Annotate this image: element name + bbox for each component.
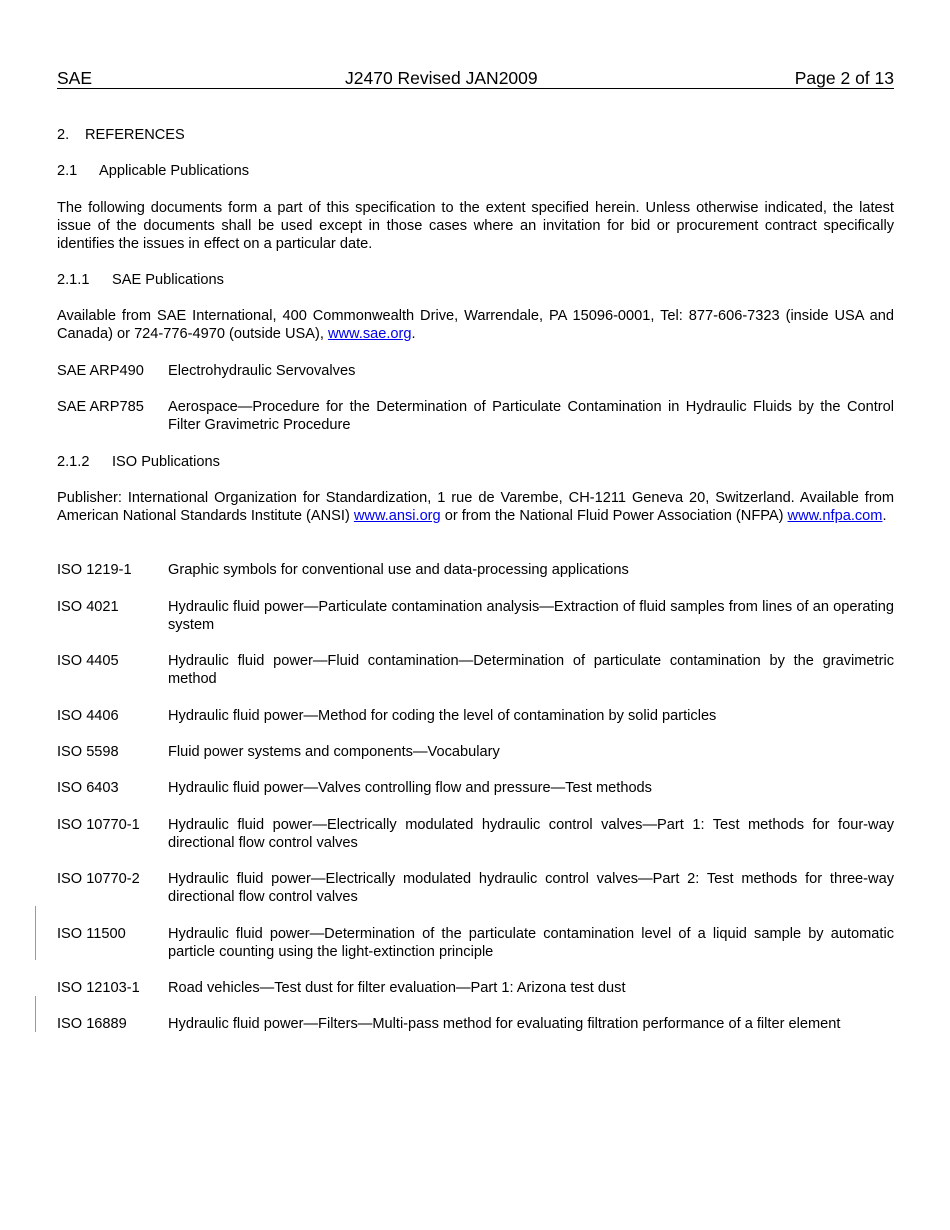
section-title: Applicable Publications bbox=[99, 163, 250, 179]
reference-code: SAE ARP490 bbox=[57, 363, 144, 379]
reference-item bbox=[57, 1015, 894, 1033]
section-title: ISO Publications bbox=[112, 454, 220, 470]
reference-description: Hydraulic fluid power—Method for coding the level of contamination by solid particles bbox=[168, 708, 717, 724]
reference-item bbox=[57, 598, 894, 634]
reference-item bbox=[57, 362, 894, 380]
reference-description: Hydraulic fluid power—Filters—Multi-pass method for evaluating filtration performance of a filter element bbox=[168, 1016, 841, 1032]
reference-description: Road vehicles—Test dust for filter evaluation—Part 1: Arizona test dust bbox=[168, 980, 626, 996]
reference-code: ISO 4405 bbox=[57, 653, 119, 669]
sentence-end: . bbox=[882, 508, 887, 524]
sae-website-link[interactable]: www.sae.org bbox=[327, 326, 412, 342]
reference-item bbox=[57, 870, 894, 906]
section-title: SAE Publications bbox=[112, 272, 224, 288]
revision-change-bar bbox=[35, 996, 36, 1032]
publisher-text: Publisher: International Organization for Standardization, 1 rue de Varembe, CH-1211 Geneva 20, Switzerland. Available from American National Standards Institute (ANSI) bbox=[57, 490, 894, 524]
reference-item bbox=[57, 979, 894, 997]
reference-description: Graphic symbols for conventional use and data-processing applications bbox=[168, 562, 629, 578]
section-2-heading bbox=[57, 126, 894, 144]
reference-item bbox=[57, 779, 894, 797]
header-page-number: Page 2 of 13 bbox=[794, 68, 894, 88]
reference-description: Hydraulic fluid power—Electrically modulated hydraulic control valves—Part 1: Test methods for four-way directional flow control valves bbox=[168, 817, 894, 851]
reference-description: Hydraulic fluid power—Particulate contamination analysis—Extraction of fluid samples from lines of an operating system bbox=[168, 599, 894, 633]
nfpa-website-link[interactable]: www.nfpa.com bbox=[787, 508, 883, 524]
header-doc-id: J2470 Revised JAN2009 bbox=[345, 68, 538, 88]
section-2-1-2-heading bbox=[57, 453, 894, 471]
publisher-text-2: or from the National Fluid Power Association (NFPA) bbox=[440, 508, 788, 524]
revision-change-bar bbox=[35, 906, 36, 960]
reference-code: ISO 4021 bbox=[57, 599, 119, 615]
reference-item bbox=[57, 743, 894, 761]
page-header bbox=[57, 68, 894, 89]
reference-code: ISO 4406 bbox=[57, 708, 119, 724]
reference-item bbox=[57, 561, 894, 579]
reference-code: ISO 16889 bbox=[57, 1016, 127, 1032]
reference-item bbox=[57, 398, 894, 434]
reference-description: Hydraulic fluid power—Determination of the particulate contamination level of a liquid sample by automatic particle counting using the light-extinction principle bbox=[168, 926, 894, 960]
section-number: 2.1 bbox=[57, 163, 78, 179]
reference-code: ISO 12103-1 bbox=[57, 980, 140, 996]
reference-description: Hydraulic fluid power—Electrically modulated hydraulic control valves—Part 2: Test methods for three-way directional flow control valves bbox=[168, 871, 894, 905]
reference-description: Hydraulic fluid power—Fluid contamination—Determination of particulate contamination by the gravimetric method bbox=[168, 653, 894, 687]
reference-code: ISO 1219-1 bbox=[57, 562, 132, 578]
sae-availability-text: Available from SAE International, 400 Commonwealth Drive, Warrendale, PA 15096-0001, Tel: 877-606-7323 (inside USA and Canada) or 724-776-4970 (outside USA), bbox=[57, 308, 894, 342]
section-number: 2.1.2 bbox=[57, 454, 90, 470]
section-title: REFERENCES bbox=[85, 127, 185, 143]
reference-description: Fluid power systems and components—Vocabulary bbox=[168, 744, 500, 760]
section-number: 2.1.1 bbox=[57, 272, 90, 288]
reference-code: ISO 10770-1 bbox=[57, 817, 140, 833]
reference-item bbox=[57, 707, 894, 725]
sentence-end: . bbox=[411, 326, 416, 342]
section-2-1-paragraph: The following documents form a part of this specification to the extent specified herein. Unless otherwise indicated, the latest issue of the documents shall be used except in those cases where an invitation for bid or procurement contract specifically identifies the issues in effect on a particular date. bbox=[57, 200, 894, 252]
ansi-website-link[interactable]: www.ansi.org bbox=[353, 508, 441, 524]
section-2-1-1-heading bbox=[57, 271, 894, 289]
reference-description: Hydraulic fluid power—Valves controlling flow and pressure—Test methods bbox=[168, 780, 652, 796]
reference-code: SAE ARP785 bbox=[57, 399, 144, 415]
reference-item bbox=[57, 816, 894, 852]
reference-item bbox=[57, 925, 894, 961]
header-org: SAE bbox=[57, 68, 93, 88]
reference-code: ISO 11500 bbox=[57, 926, 126, 942]
section-number: 2. bbox=[57, 127, 70, 143]
section-2-1-heading bbox=[57, 162, 894, 180]
reference-item bbox=[57, 652, 894, 688]
reference-code: ISO 10770-2 bbox=[57, 871, 140, 887]
iso-publisher-paragraph bbox=[57, 489, 894, 525]
reference-description: Aerospace—Procedure for the Determination of Particulate Contamination in Hydraulic Fluids by the Control Filter Gravimetric Procedure bbox=[168, 399, 894, 433]
reference-code: ISO 5598 bbox=[57, 744, 119, 760]
reference-description: Electrohydraulic Servovalves bbox=[168, 363, 356, 379]
reference-code: ISO 6403 bbox=[57, 780, 119, 796]
sae-availability-paragraph bbox=[57, 307, 894, 343]
